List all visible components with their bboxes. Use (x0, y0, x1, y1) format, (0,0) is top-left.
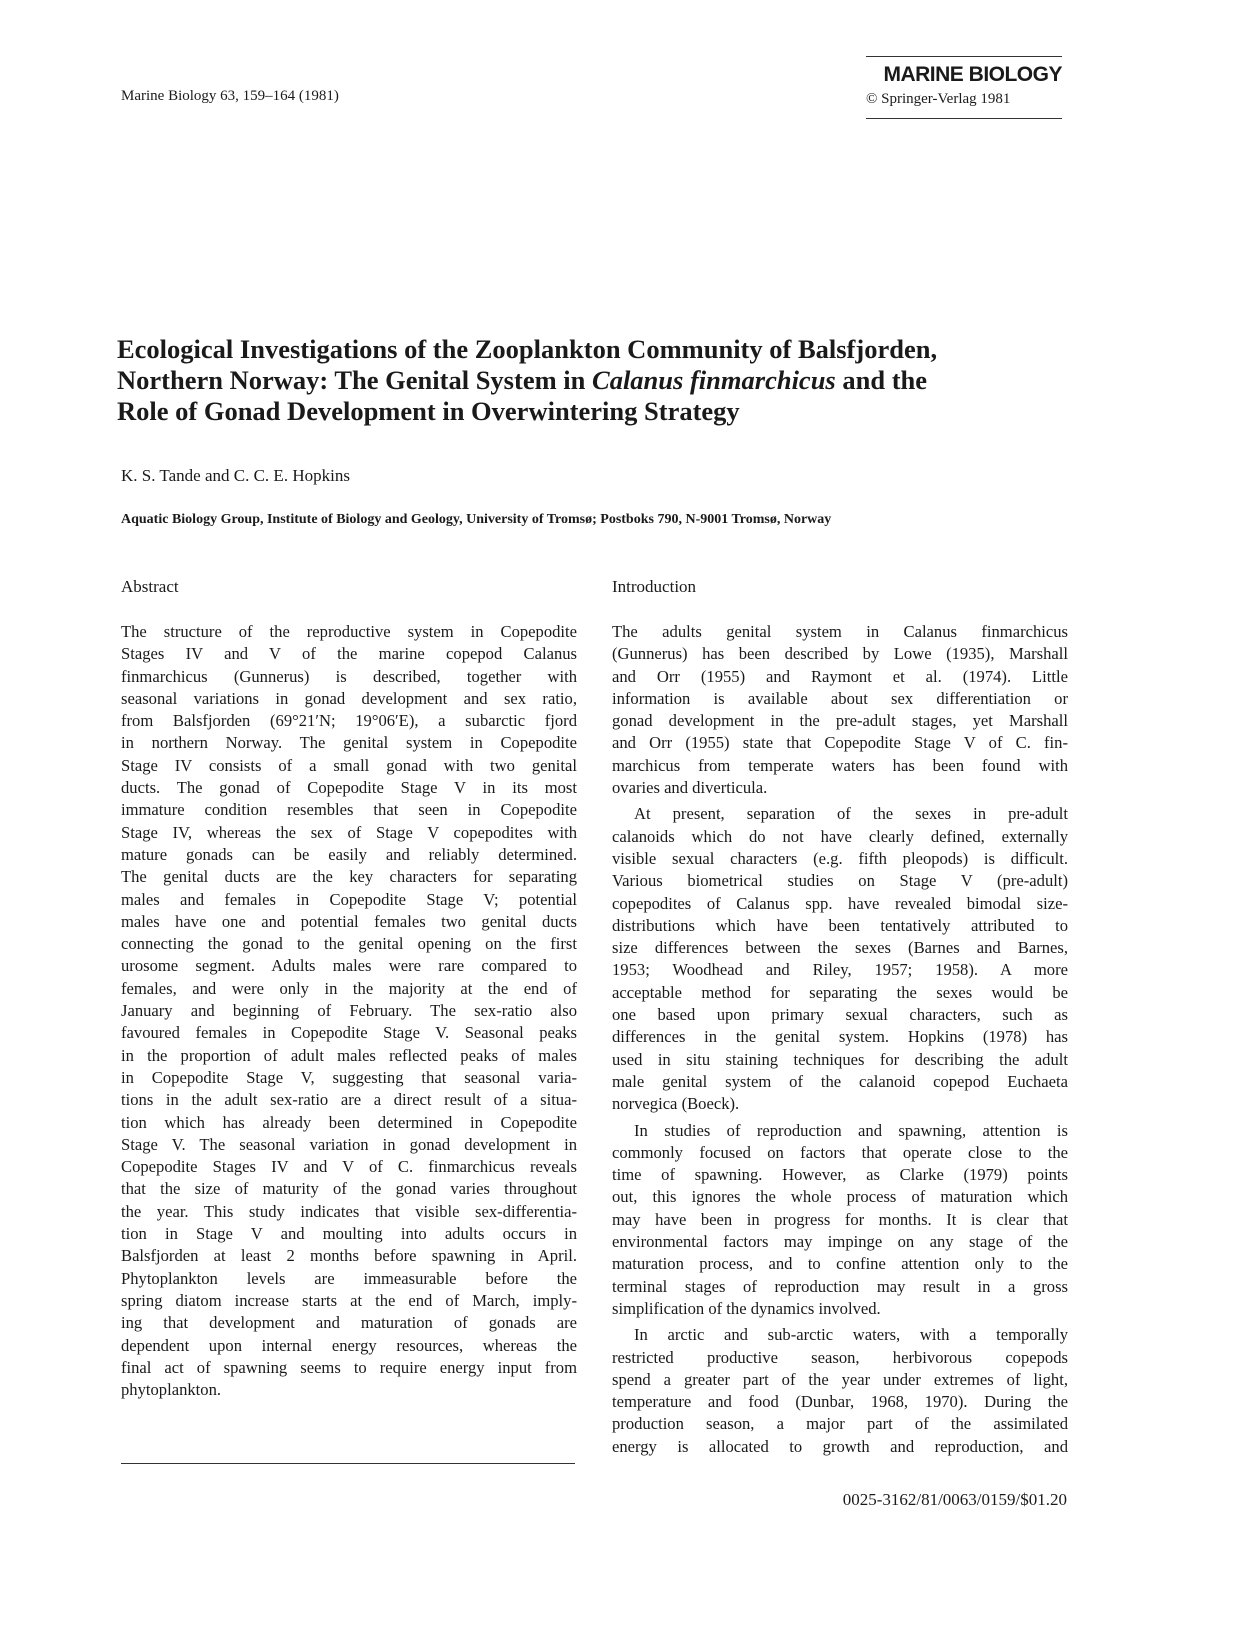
text-line: Phytoplankton levels are immeasurable before the (121, 1268, 577, 1288)
text-line: norvegica (Boeck). (612, 1094, 740, 1114)
text-line: copepodites of Calanus spp. have revealed bimodal size- (612, 893, 1068, 913)
text-line: out, this ignores the whole process of maturation which (612, 1187, 1068, 1207)
text-line: Copepodite Stages IV and V of C. finmarchicus reveals (121, 1157, 577, 1177)
text-line: size differences between the sexes (Barnes and Barnes, (612, 938, 1068, 958)
text-line: simplification of the dynamics involved. (612, 1298, 881, 1318)
footnote-rule (121, 1463, 575, 1464)
abstract-heading: Abstract (121, 577, 179, 596)
title-text: Northern Norway: The Genital System in (117, 365, 593, 395)
text-line: in Copepodite Stage V, suggesting that seasonal varia- (121, 1067, 577, 1087)
text-line: males have one and potential females two genital ducts (121, 911, 577, 931)
text-line: one based upon primary sexual characters, such as (612, 1005, 1068, 1025)
journal-brand: MARINE BIOLOGY (883, 63, 1062, 86)
text-line: 1953; Woodhead and Riley, 1957; 1958). A more (612, 960, 1068, 980)
text-line: The structure of the reproductive system in Copepodite (121, 622, 577, 641)
text-line: seasonal variations in gonad development and sex ratio, (121, 688, 577, 708)
text-line: Stage IV consists of a small gonad with two genital (121, 755, 577, 775)
text-line: females, and were only in the majority at the end of (121, 978, 577, 998)
text-line: and Orr (1955) and Raymont et al. (1974). Little (612, 666, 1068, 686)
text-line: marchicus from temperate waters has been found with (612, 755, 1068, 775)
text-line: urosome segment. Adults males were rare compared to (121, 956, 577, 976)
text-line: Stages IV and V of the marine copepod Calanus (121, 644, 577, 664)
text-line: The adults genital system in Calanus finmarchicus (612, 622, 1068, 641)
text-line: in the proportion of adult males reflected peaks of males (121, 1045, 577, 1065)
title-text: and the (835, 365, 928, 395)
text-line: Stage V. The seasonal variation in gonad development in (121, 1134, 577, 1154)
text-line: acceptable method for separating the sexes would be (612, 982, 1068, 1002)
journal-reference: Marine Biology 63, 159–164 (1981) (121, 88, 339, 104)
text-line: final act of spawning seems to require energy input from (121, 1357, 577, 1377)
text-line: may have been in progress for months. It is clear that (612, 1209, 1068, 1229)
text-line: male genital system of the calanoid copepod Euchaeta (612, 1071, 1068, 1091)
paragraph (612, 1324, 1068, 1458)
text-line: At present, separation of the sexes in pre-adult (634, 804, 1068, 824)
title-line (117, 365, 937, 396)
text-line: Balsfjorden at least 2 months before spawning in April. (121, 1246, 577, 1266)
text-line: environmental factors may impinge on any stage of the (612, 1232, 1068, 1252)
text-line: favoured females in Copepodite Stage V. Seasonal peaks (121, 1023, 577, 1043)
introduction-body (612, 621, 1068, 1458)
text-line: differences in the genital system. Hopkins (1978) has (612, 1027, 1068, 1047)
paragraph (612, 621, 1068, 799)
text-line: used in situ staining techniques for describing the adult (612, 1049, 1068, 1069)
text-line: time of spawning. However, as Clarke (1979) points (612, 1165, 1068, 1185)
introduction-heading: Introduction (612, 577, 697, 596)
text-line: that the size of maturity of the gonad varies throughout (121, 1179, 577, 1199)
journal-brand-box (866, 56, 1062, 119)
text-line: immature condition resembles that seen in Copepodite (121, 800, 577, 820)
text-line: (Gunnerus) has been described by Lowe (1935), Marshall (612, 644, 1068, 664)
text-line: The genital ducts are the key characters for separating (121, 867, 577, 887)
text-line: finmarchicus (Gunnerus) is described, together with (121, 666, 577, 686)
text-line: temperature and food (Dunbar, 1968, 1970). During the (612, 1392, 1068, 1412)
text-line: phytoplankton. (121, 1380, 222, 1400)
text-line: spend a greater part of the year under extremes of light, (612, 1369, 1068, 1389)
text-line: connecting the gonad to the genital opening on the first (121, 934, 577, 954)
text-line: information is available about sex differentiation or (612, 688, 1068, 708)
brand-bottom-rule (866, 118, 1062, 119)
text-line: commonly focused on factors that operate close to the (612, 1142, 1068, 1162)
text-line: mature gonads can be easily and reliably determined. (121, 844, 577, 864)
text-line: Stage IV, whereas the sex of Stage V copepodites with (121, 822, 577, 842)
title-line: Role of Gonad Development in Overwintering Strategy (117, 396, 740, 426)
text-line: January and beginning of February. The sex-ratio also (121, 1001, 577, 1021)
text-line: spring diatom increase starts at the end of March, imply- (121, 1290, 577, 1310)
text-line: dependent upon internal energy resources, whereas the (121, 1335, 577, 1355)
text-line: terminal stages of reproduction may result in a gross (612, 1276, 1068, 1296)
text-line: the year. This study indicates that visible sex-differentia- (121, 1201, 577, 1221)
text-line: tion which has already been determined in Copepodite (121, 1112, 577, 1132)
affiliation: Aquatic Biology Group, Institute of Biology and Geology, University of Tromsø; Postboks 790, N-9001 Tromsø, Norway (121, 512, 832, 527)
text-line: ing that development and maturation of gonads are (121, 1313, 577, 1333)
text-line: ovaries and diverticula. (612, 778, 768, 798)
authors: K. S. Tande and C. C. E. Hopkins (121, 466, 350, 485)
text-line: from Balsfjorden (69°21′N; 19°06′E), a subarctic fjord (121, 711, 577, 731)
price-code: 0025-3162/81/0063/0159/$01.20 (842, 1490, 1067, 1509)
text-line: In arctic and sub-arctic waters, with a temporally (634, 1325, 1068, 1345)
text-line: males and females in Copepodite Stage V; potential (121, 889, 577, 909)
text-line: and Orr (1955) state that Copepodite Stage V of C. fin- (612, 733, 1068, 753)
text-line: energy is allocated to growth and reproduction, and (612, 1436, 1068, 1456)
text-line: restricted productive season, herbivorous copepods (612, 1347, 1068, 1367)
brand-top-rule (866, 56, 1062, 57)
title-species: Calanus finmarchicus (592, 365, 836, 395)
paragraph (612, 803, 1068, 1115)
text-line: distributions which have been tentatively attributed to (612, 915, 1068, 935)
title-line: Ecological Investigations of the Zooplankton Community of Balsfjorden, (117, 334, 938, 364)
abstract-body (121, 621, 577, 1401)
text-line: tion in Stage V and moulting into adults occurs in (121, 1224, 577, 1244)
text-line: production season, a major part of the assimilated (612, 1414, 1068, 1434)
paragraph (121, 621, 577, 1401)
text-line: maturation process, and to confine attention only to the (612, 1254, 1068, 1274)
copyright-notice: © Springer-Verlag 1981 (866, 91, 1011, 107)
text-line: in northern Norway. The genital system in Copepodite (121, 733, 577, 753)
paragraph (612, 1120, 1068, 1321)
text-line: gonad development in the pre-adult stages, yet Marshall (612, 711, 1068, 731)
text-line: ducts. The gonad of Copepodite Stage V in its most (121, 778, 577, 798)
text-line: In studies of reproduction and spawning, attention is (634, 1120, 1068, 1140)
text-line: tions in the adult sex-ratio are a direct result of a situa- (121, 1090, 577, 1110)
article-title (117, 334, 937, 427)
text-line: visible sexual characters (e.g. fifth pleopods) is difficult. (612, 848, 1068, 868)
text-line: calanoids which do not have clearly defined, externally (612, 826, 1068, 846)
text-line: Various biometrical studies on Stage V (pre-adult) (612, 871, 1068, 891)
